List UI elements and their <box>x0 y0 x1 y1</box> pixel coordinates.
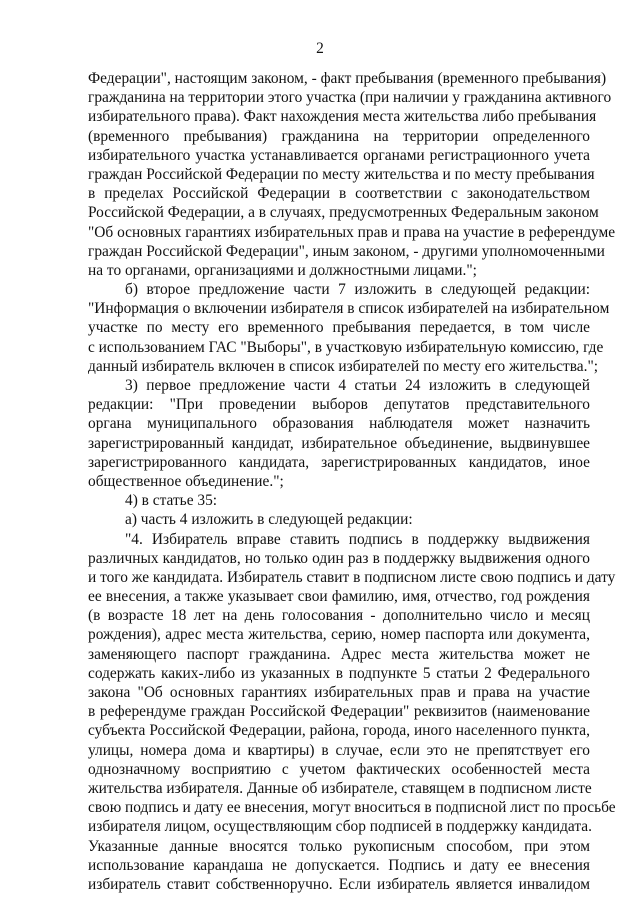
text-line: участке по месту его временного пребывания передается, в том числе <box>88 319 590 337</box>
text-line: избиратель ставит собственноручно. Если избиратель является инвалидом <box>88 875 590 893</box>
text-line: заменяющего паспорт гражданина. Адрес места жительства может не <box>88 645 590 663</box>
text-line: Указанные данные вносятся только рукописным способом, при этом <box>88 837 590 855</box>
text-line: органа муниципального образования наблюдателя может назначить <box>88 415 590 433</box>
text-line: в референдуме граждан Российской Федерации" реквизитов (наименование <box>88 703 590 721</box>
text-line: избирательного права). Факт нахождения места жительства либо пребывания <box>88 108 597 126</box>
text-line: закона "Об основных гарантиях избирательных прав и права на участие <box>88 684 590 701</box>
text-line: жительства избирателя. Данные об избирателе, ставящем в подписном листе <box>88 779 592 797</box>
text-line: (временного пребывания) гражданина на территории определенного <box>88 127 590 145</box>
text-line: граждан Российской Федерации", иным законом, - другими уполномоченными <box>88 242 605 260</box>
text-line: субъекта Российской Федерации, района, города, иного населенного пункта, <box>88 722 590 740</box>
page-number: 2 <box>316 40 324 57</box>
text-line: данный избиратель включен в список избирателей по месту его жительства."; <box>88 357 599 375</box>
text-line: а) часть 4 изложить в следующей редакции: <box>125 511 413 529</box>
text-line: 3) первое предложение части 4 статьи 24 изложить в следующей <box>125 377 590 394</box>
text-line: с использованием ГАС "Выборы", в участковую избирательную комиссию, где <box>88 338 604 356</box>
text-line: "Информация о включении избирателя в список избирателей на избирательном <box>88 300 610 318</box>
text-line: улицы, номера дома и квартиры) в случае, если это не препятствует его <box>88 741 590 759</box>
text-line: зарегистрированный кандидат, избирательное объединение, выдвинувшее <box>88 434 590 452</box>
text-line: избирателя лицом, осуществляющим сбор подписей в поддержку кандидата. <box>88 818 592 836</box>
text-line: общественное объединение."; <box>88 472 284 490</box>
text-line: "Об основных гарантиях избирательных прав и права на участие в референдуме <box>88 223 616 241</box>
text-line: рождения), адрес места жительства, серию, номер паспорта или документа, <box>88 626 590 644</box>
text-line: зарегистрированного кандидата, зарегистрированных кандидатов, иное <box>88 453 590 471</box>
text-line: Федерации", настоящим законом, - факт пребывания (временного пребывания) <box>88 70 607 87</box>
text-line: "4. Избиратель вправе ставить подпись в поддержку выдвижения <box>125 530 590 548</box>
text-line: различных кандидатов, но только один раз в поддержку выдвижения одного <box>88 549 590 567</box>
text-line: содержать каких-либо из указанных в подпункте 5 статьи 2 Федерального <box>88 664 590 682</box>
text-line: использование карандаша не допускается. Подпись и дату ее внесения <box>88 856 590 874</box>
text-line: 4) в статье 35: <box>125 492 218 510</box>
text-line: и того же кандидата. Избиратель ставит в подписном листе свою подпись и дату <box>88 568 616 586</box>
text-line: б) второе предложение части 7 изложить в следующей редакции: <box>125 281 590 299</box>
text-line: избирательного участка устанавливается органами регистрационного учета <box>88 146 590 164</box>
text-line: Российской Федерации, а в случаях, предусмотренных Федеральным законом <box>88 204 599 222</box>
text-line: редакции: "При проведении выборов депутатов представительного <box>88 396 590 414</box>
text-line: однозначному восприятию с учетом фактических особенностей места <box>88 760 590 778</box>
text-line: ее внесения, а также указывает свои фамилию, имя, отчество, год рождения <box>88 588 590 606</box>
text-line: (в возрасте 18 лет на день голосования - дополнительно число и месяц <box>88 607 590 625</box>
text-line: на то органами, организациями и должностными лицами."; <box>88 261 477 279</box>
text-line: гражданина на территории этого участка (при наличии у гражданина активного <box>88 89 612 107</box>
text-line: в пределах Российской Федерации в соответствии с законодательством <box>88 185 590 203</box>
body-text <box>88 69 616 894</box>
text-line: граждан Российской Федерации по месту жительства и по месту пребывания <box>88 165 595 183</box>
text-line: свою подпись и дату ее внесения, могут вноситься в подписной лист по просьбе <box>88 799 616 817</box>
